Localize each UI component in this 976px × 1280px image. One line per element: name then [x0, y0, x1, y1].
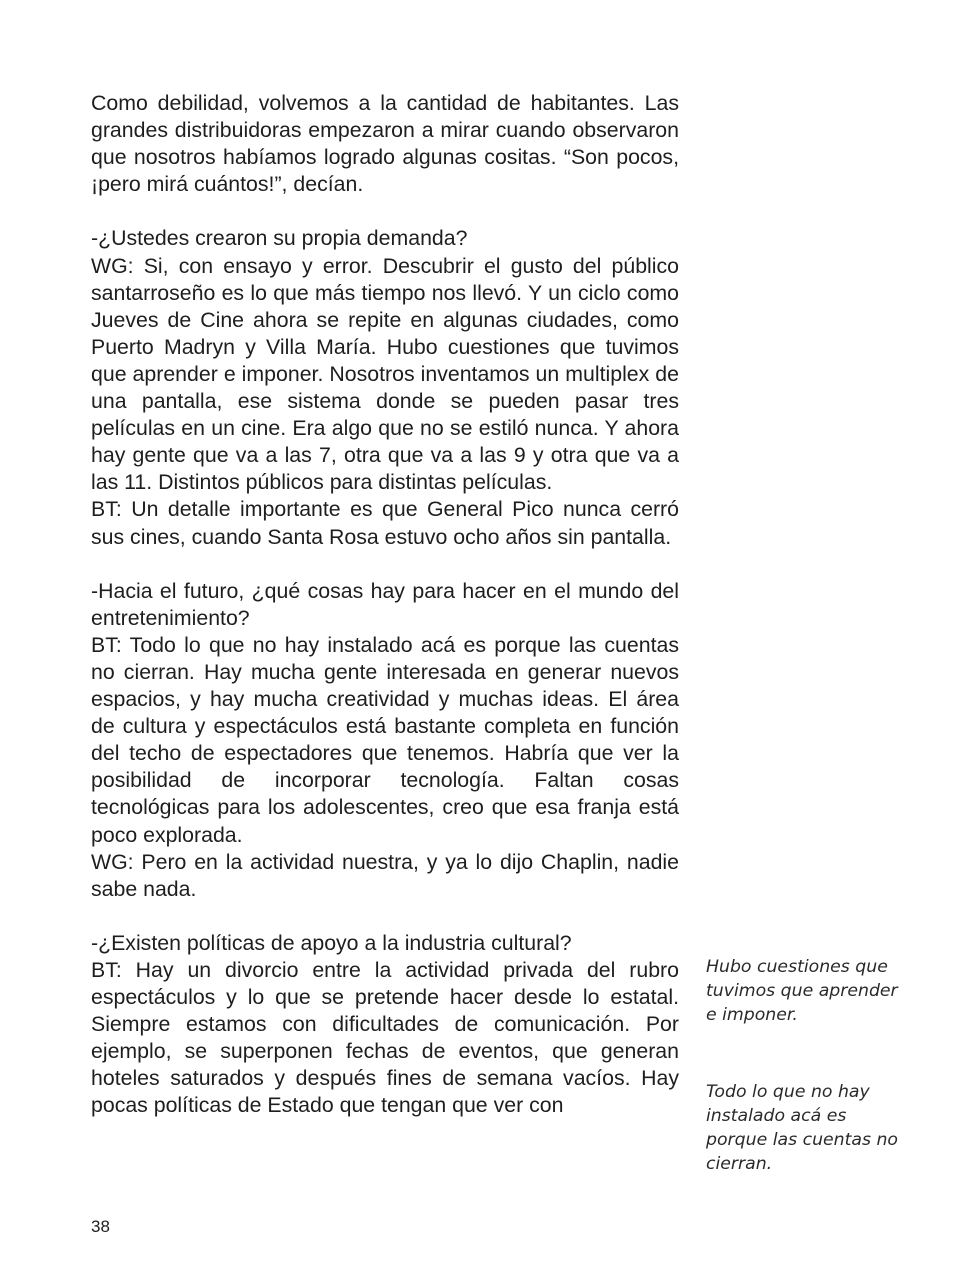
interview-question: -Hacia el futuro, ¿qué cosas hay para hacer en el mundo del entretenimiento? [91, 578, 679, 630]
interview-answer: BT: Todo lo que no hay instalado acá es porque las cuentas no cierran. Hay mucha gente interesada en generar nuevos espacios, y hay mucha creatividad y muchas ideas. El área de cultura y espectáculos está bastante completa en función del techo de espectadores que tenemos. Habría que ver la posibilidad de incorporar tecnología. Faltan cosas tecnológicas para los adolescentes, creo que esa franja está poco explorada. [91, 632, 679, 847]
interview-answer: WG: Pero en la actividad nuestra, y ya lo dijo Chaplin, nadie sabe nada. [91, 849, 679, 901]
interview-question: -¿Ustedes crearon su propia demanda? [91, 226, 468, 251]
page-number: 38 [91, 1217, 110, 1236]
interview-answer: BT: Un detalle importante es que General Pico nunca cerró sus cines, cuando Santa Rosa estuvo ocho años sin pantalla. [91, 497, 679, 549]
body-paragraph: Como debilidad, volvemos a la cantidad de habitantes. Las grandes distribuidoras empezaron a mirar cuando observaron que nosotros habíamos logrado algunas cositas. “Son pocos, ¡pero mirá cuántos!”, decían. [91, 91, 679, 197]
interview-answer: BT: Hay un divorcio entre la actividad privada del rubro espectáculos y lo que se pretende hacer desde lo estatal. Siempre estamos con dificultades de comunicación. Por ejemplo, se superponen fechas de eventos, que generan hoteles saturados y después fines de semana vacíos. Hay pocas políticas de Estado que tengan que ver con [91, 958, 679, 1118]
article-body [91, 90, 679, 1120]
pull-quote: Hubo cuestiones que tuvimos que aprender e imponer. [706, 957, 898, 1025]
interview-question: -¿Existen políticas de apoyo a la industria cultural? [91, 930, 572, 955]
pull-quote: Todo lo que no hay instalado acá es porque las cuentas no cierran. [706, 1082, 899, 1174]
interview-answer: WG: Si, con ensayo y error. Descubrir el gusto del público santarroseño es lo que más tiempo nos llevó. Y un ciclo como Jueves de Cine ahora se repite en algunas ciudades, como Puerto Madryn y Villa María. Hubo cuestiones que tuvimos que aprender e imponer. Nosotros inventamos un multiplex de una pantalla, ese sistema donde se pueden pasar tres películas en un cine. Era algo que no se estiló nunca. Y ahora hay gente que va a las 7, otra que va a las 9 y otra que va a las 11. Distintos públicos para distintas películas. [91, 253, 679, 495]
paragraph-gap [91, 551, 679, 578]
paragraph-gap [91, 198, 679, 225]
paragraph-gap [91, 903, 679, 930]
